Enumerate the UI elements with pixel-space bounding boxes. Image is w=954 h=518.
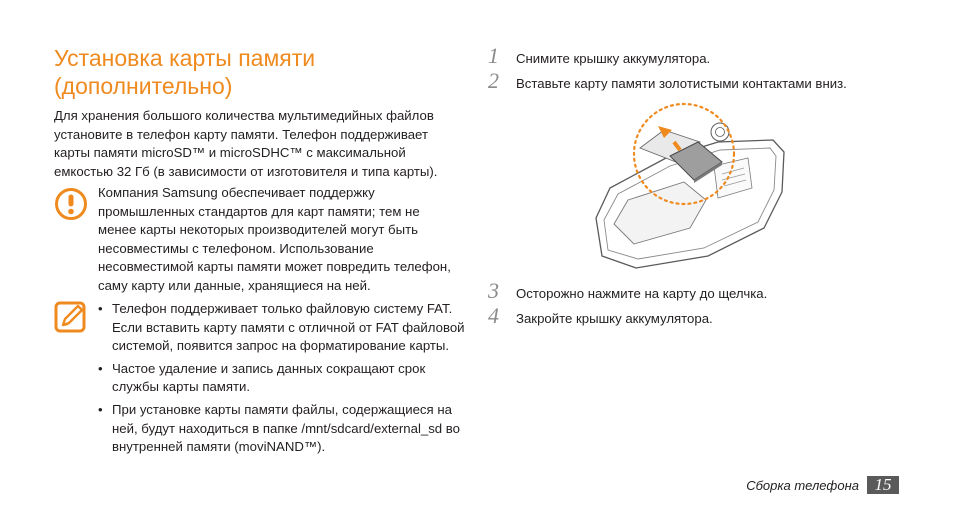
step-text: Закройте крышку аккумулятора. [516,311,713,326]
note-item: • Телефон поддерживает только файловую систему FAT. Если вставить карту памяти с отличной от FAT файловой системой, появится запрос на форматирование карты. [96,300,466,356]
step-text: Снимите крышку аккумулятора. [516,51,711,66]
page-footer [746,476,899,494]
step-text: Вставьте карту памяти золотистыми контактами вниз. [516,76,847,91]
footer-section-name: Сборка телефона [746,477,859,493]
step-number: 3 [488,278,499,303]
note-icon [54,301,88,333]
step-number: 2 [488,68,499,93]
page-title: Установка карты памяти (дополнительно) [54,45,316,99]
step-text: Осторожно нажмите на карту до щелчка. [516,286,768,301]
step-number: 4 [488,303,499,328]
step-3 [488,278,768,303]
warning-icon [54,187,88,221]
notes-list [96,300,466,461]
note-item: • Частое удаление и запись данных сокращают срок службы карты памяти. [96,360,466,397]
warning-text: Компания Samsung обеспечивает поддержку промышленных стандартов для карт памяти; тем не менее карты некоторых производителей могут быть несовместимы с телефоном. Использование несовместимой карты памяти может повредить телефон, саму карту или данные, хранящиеся на ней. [98,185,451,293]
memory-card-illustration [588,96,788,274]
step-2 [488,68,847,93]
step-number: 1 [488,43,499,68]
note-item: • При установке карты памяти файлы, содержащиеся на ней, будут находиться в папке /mnt/sdcard/external_sd во внутренней памяти (moviNAND™). [96,401,466,457]
intro-paragraph: Для хранения большого количества мультимедийных файлов установите в телефон карту памяти. Телефон поддерживает карты памяти microSD™ и microSDHC™ с максимальной емкостью 32 Гб (в зависимости от изготовителя и типа карты). [54,108,438,179]
page-number: 15 [867,476,899,494]
step-4 [488,303,713,328]
step-1 [488,43,711,68]
